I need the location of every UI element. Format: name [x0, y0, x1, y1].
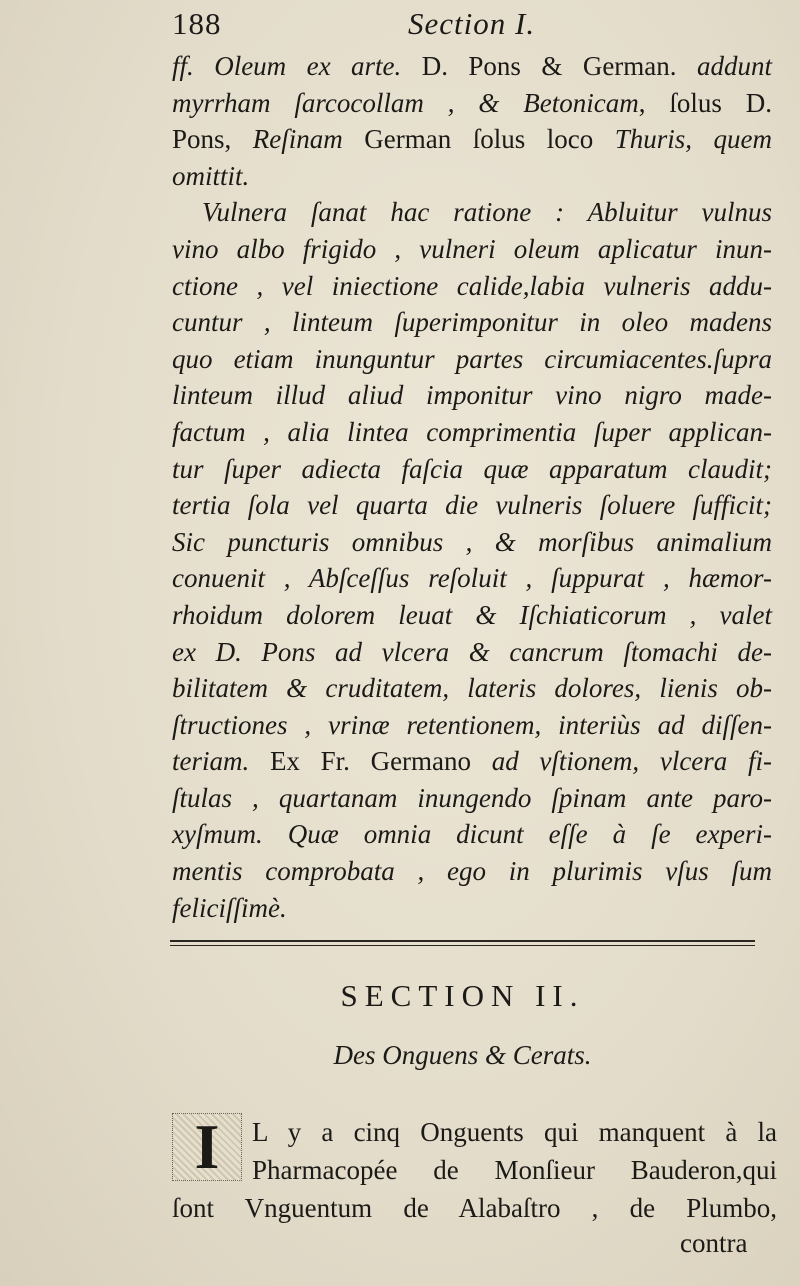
text-segment: ſtulas , quartanam inungendo ſpinam ante paro- [172, 782, 772, 813]
text-line [172, 158, 772, 195]
text-segment: Vulnera ſanat hac ratione : Abluitur vulnus [202, 197, 772, 228]
text-line [172, 121, 772, 158]
running-title: Section I. [408, 6, 536, 41]
text-line [172, 268, 772, 305]
text-segment: quo etiam inunguntur partes circumiacentes.ſupra [172, 343, 772, 374]
running-head [172, 6, 752, 50]
text-segment: conuenit , Abſceſſus reſoluit , ſuppurat , hæmor- [172, 563, 772, 594]
text-segment: factum , alia lintea comprimentia ſuper applican- [172, 416, 772, 447]
text-segment: teriam. [172, 746, 250, 777]
text-segment: feliciſſimè. [172, 892, 287, 923]
text-line [172, 341, 772, 378]
text-line [172, 487, 772, 524]
body-text [172, 48, 772, 926]
drop-cap-letter: I [194, 1111, 220, 1182]
text-segment: addunt [696, 51, 772, 81]
text-segment: D. Pons & German. [401, 51, 697, 81]
text-line [172, 780, 772, 817]
text-segment: linteum illud aliud imponitur vino nigro made- [172, 380, 772, 411]
text-segment: ad vſtionem, vlcera fi- [491, 746, 772, 777]
text-line [172, 304, 772, 341]
text-segment: ex D. Pons ad vlcera & cancrum ſtomachi de- [172, 636, 772, 667]
text-line [172, 524, 772, 561]
text-segment: , ſolus D. [638, 87, 772, 118]
text-line [172, 816, 772, 853]
text-segment: Reſinam [252, 124, 343, 155]
section-heading: SECTION II. [340, 978, 585, 1013]
text-line [172, 414, 772, 451]
text-line [172, 231, 772, 268]
text-segment: tur ſuper adiecta faſcia quæ apparatum claudit; [172, 453, 772, 484]
text-segment: myrrham ſarcocollam , & Betonicam [172, 87, 639, 118]
paragraph-3 [172, 1113, 777, 1227]
text-segment: Pons, [172, 124, 253, 155]
section-divider-rule [170, 940, 755, 946]
text-segment: cuntur , linteum ſuperimponitur in oleo madens [172, 307, 772, 338]
text-segment: tertia ſola vel quarta die vulneris ſoluere ſufficit; [172, 490, 772, 521]
paragraph-2 [172, 194, 772, 926]
text-segment: xyſmum. Quæ omnia dicunt eſſe à ſe experi- [172, 819, 772, 850]
text-line [172, 853, 772, 890]
paragraph-1 [172, 48, 772, 194]
text-line [172, 85, 772, 122]
text-line: ſont Vnguentum de Alabaſtro , de Plumbo, [172, 1193, 777, 1223]
ornamental-drop-cap [172, 1113, 242, 1181]
text-line [172, 890, 772, 927]
text-line [172, 707, 772, 744]
text-segment: Sic puncturis omnibus , & morſibus animalium [172, 526, 772, 557]
paragraph-3-lines [172, 1113, 777, 1227]
page-number: 188 [172, 6, 222, 41]
text-line [172, 634, 772, 671]
text-line: L y a cinq Onguents qui manquent à la [252, 1117, 777, 1147]
text-segment: bilitatem & cruditatem, lateris dolores, lienis ob- [172, 673, 772, 704]
text-segment: rhoidum dolorem leuat & Iſchiaticorum , valet [172, 599, 772, 630]
text-line [172, 670, 772, 707]
text-line [172, 194, 772, 231]
text-segment: omittit. [172, 160, 250, 191]
text-line: Pharmacopée de Monſieur Bauderon,qui [252, 1155, 777, 1185]
text-line [172, 48, 772, 85]
text-segment: ſtructiones , vrinæ retentionem, interiùs ad diſſen- [172, 709, 772, 740]
text-segment: Thuris, quem [614, 124, 772, 155]
text-segment: Ex Fr. Germano [249, 746, 492, 777]
text-segment: ff. Oleum ex arte. [172, 51, 402, 81]
text-segment: vino albo frigido , vulneri oleum aplicatur inun- [172, 233, 772, 264]
text-line [172, 597, 772, 634]
text-line [172, 743, 772, 780]
text-line [172, 560, 772, 597]
text-segment: ctione , vel iniectione calide,labia vulneris addu- [172, 270, 772, 301]
text-segment: mentis comprobata , ego in plurimis vſus ſum [172, 856, 772, 887]
catchword: contra [680, 1228, 748, 1258]
text-segment: German ſolus loco [342, 124, 615, 155]
section-subtitle: Des Onguens & Cerats. [333, 1040, 592, 1070]
text-line [172, 377, 772, 414]
text-line [172, 451, 772, 488]
